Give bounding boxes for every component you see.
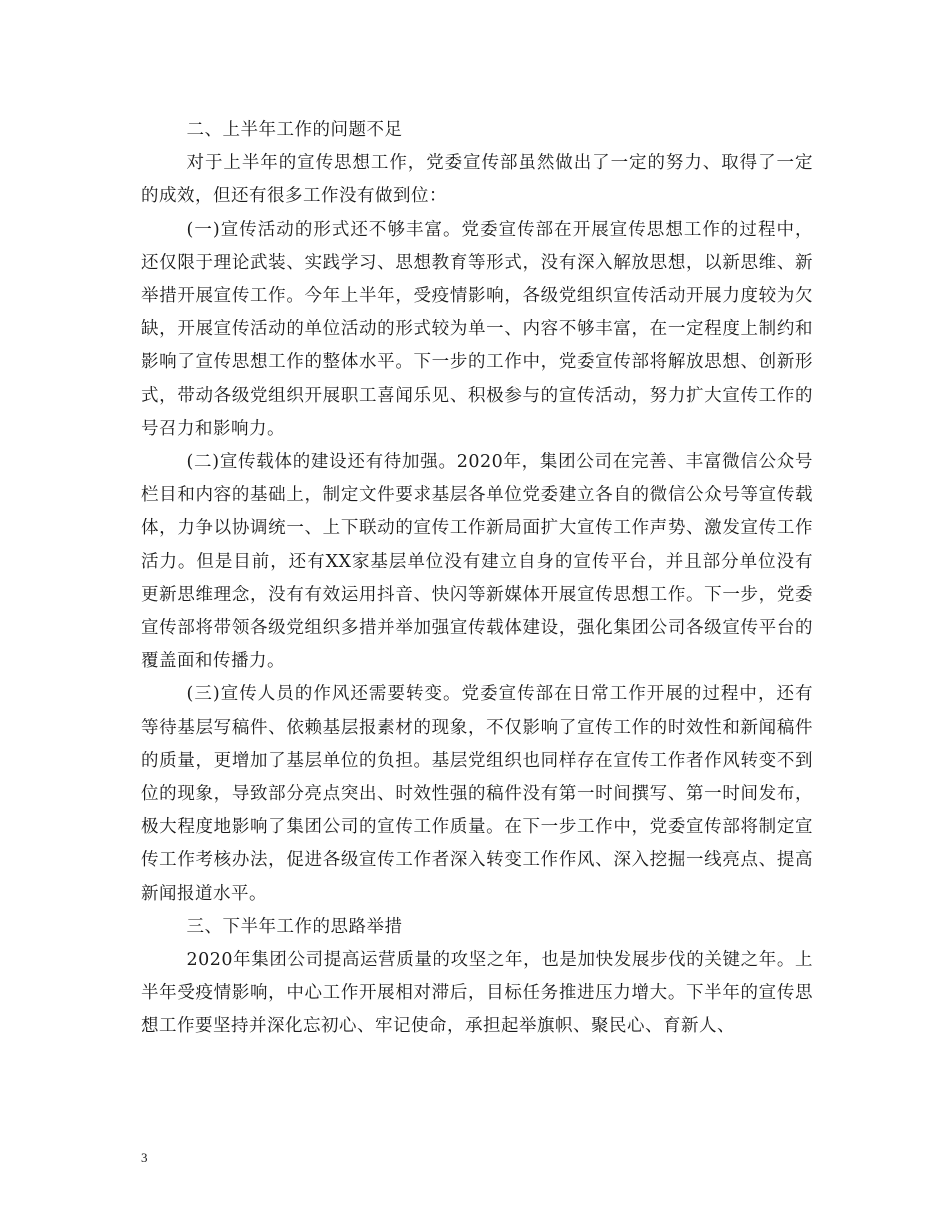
paragraph-point-3: (三)宣传人员的作风还需要转变。党委宣传部在日常工作开展的过程中，还有等待基层写稿件、依赖基层报素材的现象，不仅影响了宣传工作的时效性和新闻稿件的质量，更增加了基层单位的负担。基层党组织也同样存在宣传工作者作风转变不到位的现象，导致部分亮点突出、时效性强的稿件没有第一时间撰写、第一时间发布，极大程度地影响了集团公司的宣传工作质量。在下一步工作中，党委宣传部将制定宣传工作考核办法，促进各级宣传工作者深入转变工作作风、深入挖掘一线亮点、提高新闻报道水平。: [141, 684, 813, 904]
section-heading-problems: 二、上半年工作的问题不足: [186, 120, 403, 140]
paragraph-point-2: (二)宣传载体的建设还有待加强。2020年，集团公司在完善、丰富微信公众号栏目和内容的基础上，制定文件要求基层各单位党委建立各自的微信公众号等宣传载体，力争以协调统一、上下联动的宣传工作新局面扩大宣传工作声势、激发宣传工作活力。但是目前，还有XX家基层单位没有建立自身的宣传平台，并且部分单位没有更新思维理念，没有有效运用抖音、快闪等新媒体开展宣传思想工作。下一步，党委宣传部将带领各级党组织多措并举加强宣传载体建设，强化集团公司各级宣传平台的覆盖面和传播力。: [141, 452, 813, 672]
document-body: [141, 114, 813, 1044]
paragraph-intro: 对于上半年的宣传思想工作，党委宣传部虽然做出了一定的努力、取得了一定的成效，但还有很多工作没有做到位：: [141, 153, 813, 207]
page-number: 3: [141, 1150, 148, 1165]
paragraph-point-1: (一)宣传活动的形式还不够丰富。党委宣传部在开展宣传思想工作的过程中，还仅限于理论武装、实践学习、思想教育等形式，没有深入解放思想，以新思维、新举措开展宣传工作。今年上半年，受疫情影响，各级党组织宣传活动开展力度较为欠缺，开展宣传活动的单位活动的形式较为单一、内容不够丰富，在一定程度上制约和影响了宣传思想工作的整体水平。下一步的工作中，党委宣传部将解放思想、创新形式，带动各级党组织开展职工喜闻乐见、积极参与的宣传活动，努力扩大宣传工作的号召力和影响力。: [141, 219, 813, 439]
section-heading-plans: 三、下半年工作的思路举措: [186, 916, 403, 937]
paragraph-plans-intro: 2020年集团公司提高运营质量的攻坚之年，也是加快发展步伐的关键之年。上半年受疫情影响，中心工作开展相对滞后，目标任务推进压力增大。下半年的宣传思想工作要坚持并深化忘初心、牢记使命，承担起举旗帜、聚民心、育新人、: [141, 950, 813, 1037]
